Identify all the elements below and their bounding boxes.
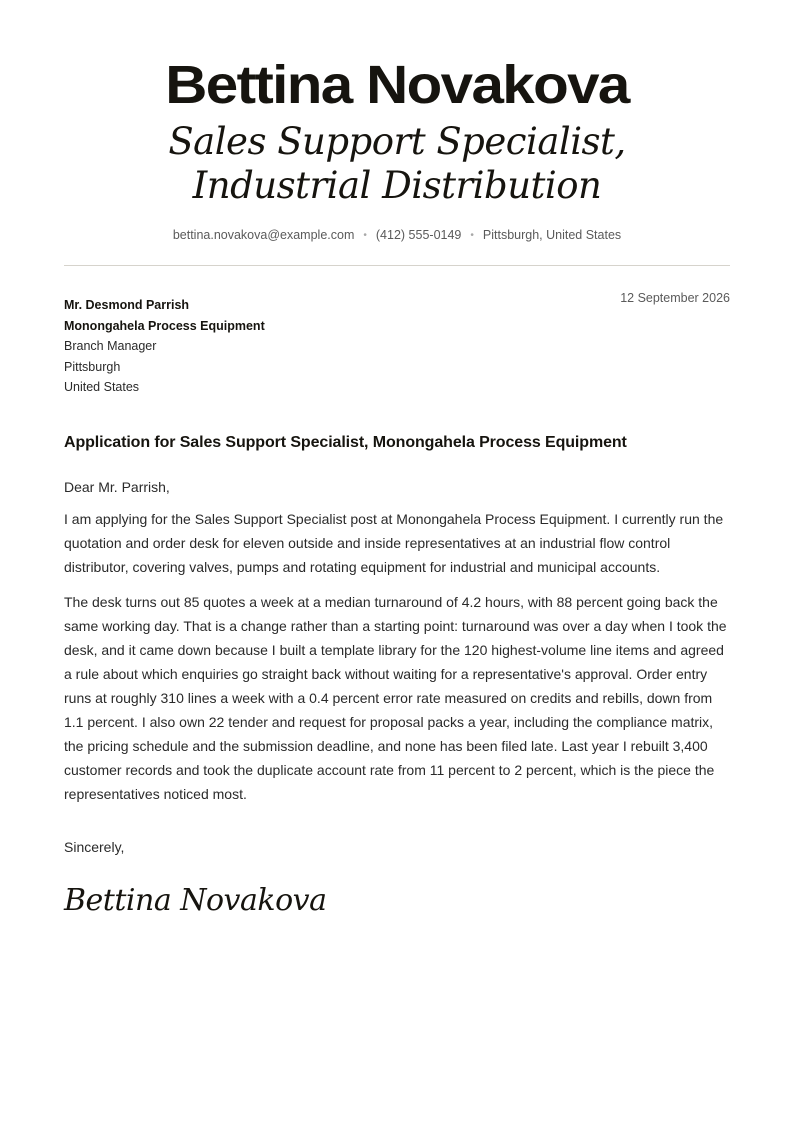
salutation: Dear Mr. Parrish, (64, 478, 170, 495)
recipient-company: Monongahela Process Equipment (64, 318, 265, 333)
header-divider (64, 265, 730, 266)
body-paragraph: I am applying for the Sales Support Specialist post at Monongahela Process Equipment. I currently run the quotation and order desk for eleven outside and inside representatives at an industrial flow control distributor, covering valves, pumps and rotating equipment for industrial and municipal accounts. (64, 510, 724, 575)
applicant-name: Bettina Novakova (165, 55, 629, 115)
letterhead (64, 0, 730, 242)
recipient-role: Branch Manager (64, 339, 157, 353)
letter-date: 12 September 2026 (620, 291, 730, 305)
contact-email: bettina.novakova@example.com (172, 228, 355, 242)
contact-phone: (412) 555-0149 (375, 228, 462, 242)
separator-dot: • (363, 229, 367, 241)
contact-location: Pittsburgh, United States (482, 228, 622, 242)
recipient-city: Pittsburgh (64, 359, 121, 374)
recipient-country: United States (64, 380, 140, 394)
closing: Sincerely, (64, 838, 125, 855)
recipient-name: Mr. Desmond Parrish (64, 298, 190, 312)
separator-dot: • (470, 229, 474, 241)
signature: Bettina Novakova (64, 882, 327, 918)
recipient-block (64, 295, 730, 398)
applicant-title: Sales Support Specialist, Industrial Distribution (168, 120, 626, 207)
contact-line (64, 228, 730, 242)
body-paragraph: The desk turns out 85 quotes a week at a median turnaround of 4.2 hours, with 88 percent going back the same working day. That is a change rather than a starting point: turnaround was over a day when I took the desk, and it came down because I built a template library for the 120 highest-volume line items and agreed a rule about which enquiries go straight back without waiting for a representative's approval. Order entry runs at roughly 310 lines a week with a 0.4 percent error rate measured on credits and rebills, down from 1.1 percent. I also own 22 tender and request for proposal packs a year, including the compliance matrix, the pricing schedule and the submission deadline, and none has been filed late. Last year I rebuilt 3,400 customer records and took the duplicate account rate from 11 percent to 2 percent, which is the piece the representatives noticed most. (64, 593, 727, 802)
letter-meta (64, 291, 730, 398)
letter-subject: Application for Sales Support Specialist, Monongahela Process Equipment (64, 433, 627, 451)
